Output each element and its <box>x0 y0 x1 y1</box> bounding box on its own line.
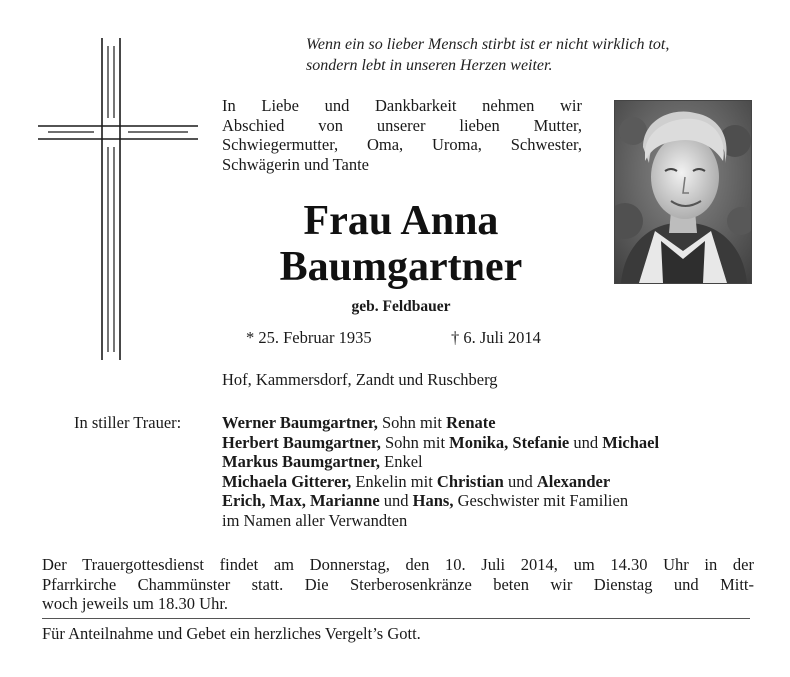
mourner-text: Enkelin mit <box>351 471 437 491</box>
mourner-text: Werner Baumgartner, <box>222 413 378 432</box>
mourner-text: und <box>379 491 413 510</box>
mourner-row <box>222 491 762 511</box>
mourner-text: Monika, Stefanie <box>449 432 570 452</box>
intro-text <box>222 96 582 174</box>
mourner-text: Markus Baumgartner, <box>222 452 380 471</box>
service-line-2: Pfarrkirche Chammünster statt. Die Sterberosenkränze beten wir Dienstag und Mitt- <box>42 574 754 594</box>
funeral-service-text <box>42 555 754 614</box>
intro-line-2: Abschied von unserer lieben Mutter, <box>222 115 582 135</box>
mourner-row <box>222 452 762 472</box>
mourner-text: Hans, <box>412 491 454 510</box>
mourner-row <box>222 433 762 453</box>
mourners-list <box>222 413 762 530</box>
mourner-row <box>222 472 762 492</box>
maiden-name: geb. Feldbauer <box>351 298 451 315</box>
deceased-name <box>220 198 582 290</box>
intro-line-3: Schwiegermutter, Oma, Uroma, Schwester, <box>222 135 582 154</box>
mourner-row <box>222 511 762 531</box>
death-date: † 6. Juli 2014 <box>451 328 541 347</box>
deceased-name-line-2: Baumgartner <box>279 244 523 290</box>
mourner-text: Michaela Gitterer, <box>222 471 352 491</box>
places-line: Hof, Kammersdorf, Zandt und Ruschberg <box>222 370 498 389</box>
quote-line-1: Wenn ein so lieber Mensch stirbt ist er nicht wirklich tot, <box>306 36 670 53</box>
mourner-text: Renate <box>446 413 496 432</box>
mourner-text: Christian <box>436 471 504 491</box>
thanks-line: Für Anteilnahme und Gebet ein herzliches Vergelt’s Gott. <box>42 624 421 643</box>
mourner-text: Erich, Max, Marianne <box>222 491 380 510</box>
mourner-text: Michael <box>602 432 660 452</box>
quote-line-2: sondern lebt in unseren Herzen weiter. <box>306 57 553 74</box>
epigraph-quote <box>306 34 766 76</box>
mourner-text: Sohn mit <box>380 432 450 452</box>
mourning-label: In stiller Trauer: <box>74 413 182 432</box>
cross-icon <box>38 38 208 368</box>
mourner-text: Enkel <box>379 452 423 471</box>
divider <box>42 618 750 619</box>
mourner-text: Alexander <box>536 471 611 491</box>
service-line-1: Der Trauergottesdienst findet am Donnerstag, den 10. Juli 2014, um 14.30 Uhr in der <box>42 555 754 574</box>
intro-line-1: In Liebe und Dankbarkeit nehmen wir <box>222 96 582 115</box>
mourner-text: im Namen aller Verwandten <box>222 510 408 530</box>
portrait-photo <box>614 100 752 284</box>
deceased-name-line-1: Frau Anna <box>303 198 499 244</box>
mourner-text: und <box>503 471 537 491</box>
mourner-text: und <box>569 432 603 452</box>
mourner-row <box>222 413 762 433</box>
intro-line-4: Schwägerin und Tante <box>222 154 370 174</box>
service-line-3: woch jeweils um 18.30 Uhr. <box>42 594 229 613</box>
mourner-text: Geschwister mit Familien <box>453 491 629 510</box>
portrait-image <box>615 101 751 283</box>
mourner-text: Sohn mit <box>377 413 447 432</box>
mourner-text: Herbert Baumgartner, <box>222 432 381 452</box>
birth-date: * 25. Februar 1935 <box>246 328 372 347</box>
